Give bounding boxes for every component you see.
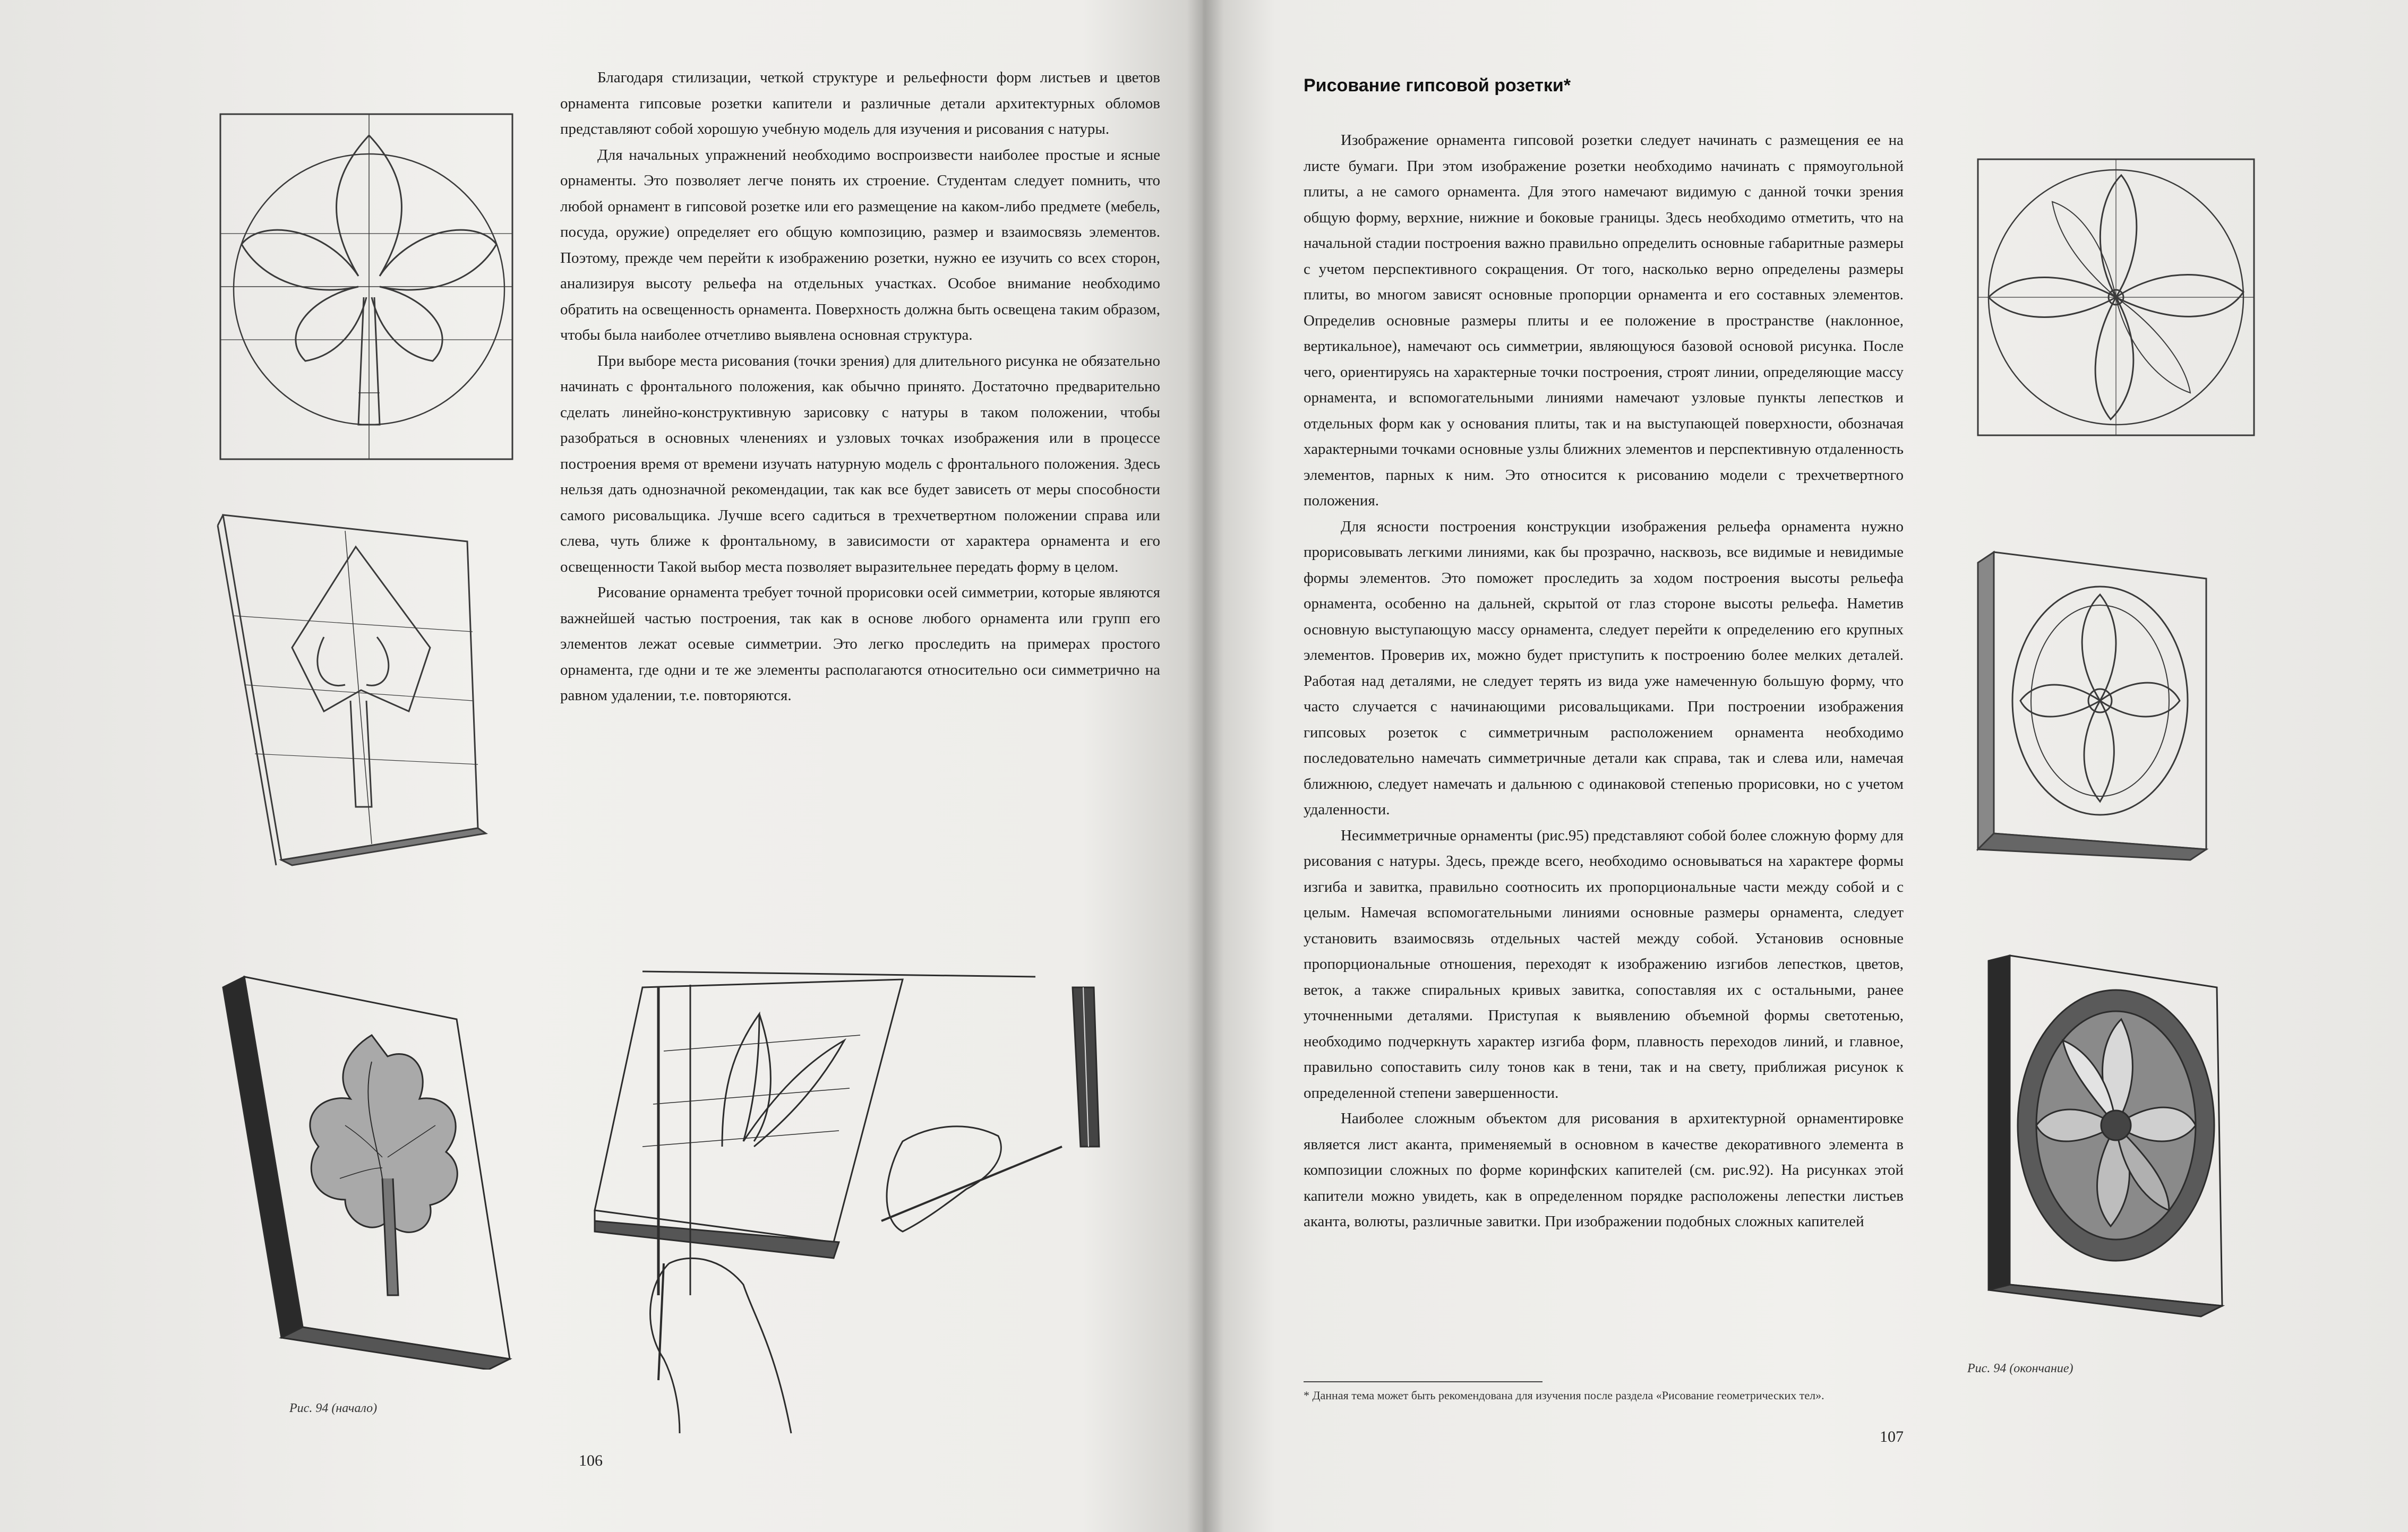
right-page-heading: Рисование гипсовой розетки* — [1304, 75, 1571, 96]
right-paragraph: Изображение орнамента гипсовой розетки следует начинать с размещения ее на листе бумаги. При этом изображение розетки необходимо начинать с прямоугольной плиты, а не самого орнамента. Для этого намечают видимую с данной точки зрения общую форму, верхние, нижние и боковые границы. Здесь необходимо отметить, что на начальной стадии построения важно правильно определить основные габаритные размеры с учетом перспективного сокращения. От того, насколько верно определены размеры плиты, во многом зависят основные пропорции орнамента и его составных элементов. Определив основные размеры плиты и ее положение в пространстве (наклонное, вертикальное), намечают ось симметрии, являющуюся базовой основой рисунка. После чего, ориентируясь на характерные точки построения, строят линии, определяющие массу орнамента, и вспомогательными линиями намечают узловые пункты лепестков и отдельных форм как у основания плиты, так и на выступающей поверхности, обозначая характерными точками основные узлы ближних элементов и перспективную отдаленность элементов, парных к ним. Это относится к рисованию модели с трехчетвертного положения. — [1304, 132, 1904, 509]
left-figure-caption: Рис. 94 (начало) — [289, 1401, 378, 1415]
right-paragraph: Несимметричные орнаменты (рис.95) представляют собой более сложную форму для рисования с натуры. Здесь, прежде всего, необходимо основываться на характере формы изгиба и завитка, правильно соотносить их пропорциональные части между собой и с целым. Намечая вспомогательными линиями основные размеры орнамента, следует установить взаимосвязь отдельных частей между собой. Установив основные пропорциональные отношения, переходят к изображению изгибов лепестков, цветов, веток, а также спиральных кривых завитка, сопоставляя их с остальными, ранее уточненными деталями. Приступая к выявлению объемной формы светотенью, необходимо подчеркнуть характер изгиба форм, плавность переходов линий, и главное, правильно сопоставить силу тонов как в тени, так и на свету, приближая рисунок к определенной степени завершенности. — [1304, 827, 1904, 1101]
left-paragraph: Для начальных упражнений необходимо воспроизвести наиболее простые и ясные орнаменты. Это позволяет легче понять их строение. Студентам следует помнить, что любой орнамент в гипсовой розетке или его размещение на каком-либо предмете (мебель, посуда, оружие) определяет его общую композицию, размер и взаимосвязь элементов. Поэтому, прежде чем перейти к изображению розетки, нужно ее изучить со всех сторон, анализируя высоту рельефа на отдельных участках. Особое внимание необходимо обратить на освещенность орнамента. Поверхность должна быть освещена таким образом, чтобы была наиболее отчетливо выявлена основная структура. — [560, 146, 1160, 343]
left-page — [0, 0, 1203, 1532]
figure-shaded-rosette — [1978, 945, 2233, 1327]
left-page-text — [560, 65, 1160, 709]
figure-shaded-leaf-plaque — [212, 966, 520, 1370]
figure-plaque-perspective — [202, 510, 499, 871]
figure-drawing-hands — [584, 956, 1158, 1444]
left-page-number: 106 — [579, 1452, 603, 1469]
footnote-rule — [1304, 1381, 1543, 1382]
right-figure-caption: Рис. 94 (окончание) — [1967, 1362, 2073, 1375]
right-page-number: 107 — [1880, 1428, 1904, 1445]
book-gutter — [1187, 0, 1224, 1532]
right-paragraph: Наиболее сложным объектом для рисования в архитектурной орнаментировке является лист аканта, применяемый в основном в качестве декоративного элемента в композиции сложных по форме коринфских капителей (см. рис.92). На рисунках этой капители можно увидеть, как в определенном порядке расположены лепестки листьев аканта, волюты, различные завитки. При изображении подобных сложных капителей — [1304, 1110, 1904, 1230]
left-paragraph: Рисование орнамента требует точной прорисовки осей симметрии, которые являются важнейшей частью построения, так как в основе любого орнамента или групп его элементов лежат осевые симметрии. Это легко проследить на примерах простого орнамента, где одни и те же элементы располагаются относительно оси симметрично на равном удалении, т.е. повторяются. — [560, 584, 1160, 704]
right-paragraph: Для ясности построения конструкции изображения рельефа орнамента нужно прорисовывать легкими линиями, как бы прозрачно, насквозь, все видимые и невидимые формы элементов. Это поможет проследить за ходом построения высоты рельефа орнамента, особенно на дальней, скрытой от глаз стороне высоты рельефа. Наметив основную выступающую массу орнамента, следует перейти к определению его крупных элементов. Проверив их, можно будет приступить к построению более мелких деталей. Работая над деталями, не следует терять из вида уже намеченную большую форму, что часто случается с начинающими рисовальщиками. При построении изображения гипсовых розеток с симметричным расположением орнамента необходимо последовательно намечать симметричные детали как справа, так и слева или, намечая ближнюю, следует намечать и дальнюю с одинаковой степенью прорисовки, но с учетом удаленности. — [1304, 518, 1904, 818]
figure-rosette-perspective — [1967, 536, 2222, 865]
figure-leaf-construction — [199, 106, 528, 467]
left-paragraph: При выборе места рисования (точки зрения) для длительного рисунка не обязательно начинать с фронтального положения, как обычно принято. Достаточно предварительно сделать линейно-конструктивную зарисовку с натуры в таком положении, чтобы разобраться в основных членениях и узловых точках изображения или в процессе построения время от времени изучать натурную модель с фронтального положения. Здесь нельзя дать однозначной рекомендации, так как все будет зависеть от меры способности самого рисовальщика. Лучше всего садиться в трехчетвертном положении справа или слева, чуть ближе к фронтальному, в зависимости от характера орнамента и его освещенности Такой выбор места позволяет выразительнее передать форму в целом. — [560, 352, 1160, 575]
figure-rosette-construction — [1967, 149, 2265, 446]
right-page-text — [1304, 127, 1904, 1235]
footnote: * Данная тема может быть рекомендована для изучения после раздела «Рисование геометрических тел». — [1304, 1389, 1824, 1402]
left-paragraph: Благодаря стилизации, четкой структуре и рельефности форм листьев и цветов орнамента гипсовые розетки капители и различные детали архитектурных обломов представляют собой хорошую учебную модель для изучения и рисования с натуры. — [560, 69, 1160, 137]
